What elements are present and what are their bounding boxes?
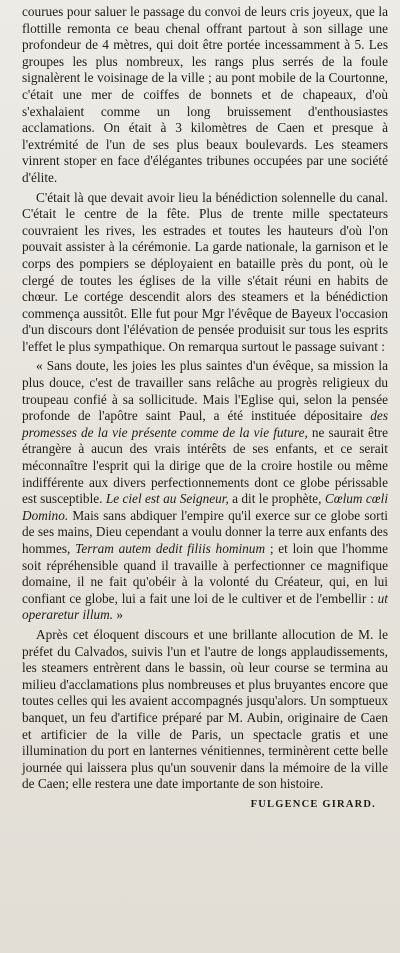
paragraph-bishop-quote: [22, 358, 388, 624]
paragraph-benediction: C'était là que devait avoir lieu la bénédiction solennelle du canal. C'était le centre de la fête. Plus de trente mille spectateurs couvraient les rives, les estrades et toutes les hauteurs d'où l'on pouvait assister à la cérémonie. La garde nationale, la garnison et le corps des pompiers se déployaient en bataille près du pont, où le clergé de toutes les églises de la ville s'était réuni en habits de chœur. Le cortége descendit alors des steamers et la bénédiction commença aussitôt. Elle fut pour Mgr l'évêque de Bayeux l'occasion d'un discours dont l'élévation de pensée produisit sur tous les esprits l'effet le plus sympathique. On remarqua surtout le passage suivant :: [22, 189, 388, 354]
author-signature: FULGENCE GIRARD.: [250, 798, 376, 810]
quote-text-2: ne saurait être étrangère à aucun des vrais intérêts de ses enfants, et ce serait méconnaître l'esprit qui la dirige que de la croire hostile ou même indifférente aux divers perfectionnements dont ce globe périssable est susceptible.: [22, 424, 388, 507]
quote-italic-3: Cœlum cœli Domino.: [22, 491, 389, 523]
article-column: [22, 4, 388, 810]
quote-italic-2: Le ciel est au Seigneur,: [105, 491, 229, 507]
paragraph-banquet: Après cet éloquent discours et une brillante allocution de M. le préfet du Calvados, suivis l'un et l'autre de longs applaudissements, les steamers entrèrent dans le bassin, où leur course se termina au milieu d'acclamations plus nombreuses et plus bruyantes encore que toutes celles qui les avaient accompagnés jusqu'alors. Un somptueux banquet, un feu d'artifice préparé par M. Aubin, originaire de Caen et artificier de la ville de Paris, un spectacle gratis et une illumination du port en lanternes vénitiennes, terminèrent cette belle journée qui laissera plus qu'un souvenir dans la mémoire de la ville de Caen; elle restera une date importante de son histoire.: [22, 626, 388, 792]
quote-text-4: Mais sans abdiquer l'empire qu'il exerce sur ce globe sorti de ses mains, Dieu cependant a voulu donner la terre aux enfants des hommes,: [22, 507, 388, 556]
quote-italic-5: ut operaretur illum.: [22, 590, 388, 623]
quote-text-5: ; et loin que l'homme soit répréhensible quand il travaille à perfectionner ce magnifique domaine, il ne fait qu'obéir à la volonté du Créateur, qui, en lui confiant ce globe, lui a fait une loi de le cultiver et de l'embellir :: [22, 541, 388, 606]
quote-italic-4: Terram autem dedit filiis hominum: [75, 541, 266, 556]
quote-text-3: a dit le prophète,: [228, 491, 325, 507]
quote-text-6: »: [113, 607, 124, 623]
paragraph-arrival: courues pour saluer le passage du convoi de leurs cris joyeux, que la flottille remonta ce beau chenal offrant partout à son sillage une profondeur de 4 mètres, qui doit être portée incessamment à 5. Les groupes les plus nombreux, les rangs plus serrés de la foule signalèrent le voisinage de la ville ; au pont mobile de la Courtonne, c'était une mer de coiffes de bonnets et de chapeaux, d'où s'exhalaient comme un long bruissement d'enthousiastes acclamations. On était à 3 kilomètres de Caen et presque à l'extrémité de l'un de ses plus beaux boulevards. Les steamers vinrent stoper en face d'élégantes tribunes occupées par une société d'élite.: [22, 4, 388, 185]
quote-italic-1: des promesses de la vie présente comme de la vie future,: [22, 408, 388, 440]
quote-text-1: « Sans doute, les joies les plus saintes d'un évêque, sa mission la plus douce, c'est de travailler sans relâche au progrès religieux du troupeau confié à sa sollicitude. Mais l'Eglise qui, selon la pensée profonde de l'apôtre saint Paul, a été instituée dépositaire: [22, 358, 388, 424]
